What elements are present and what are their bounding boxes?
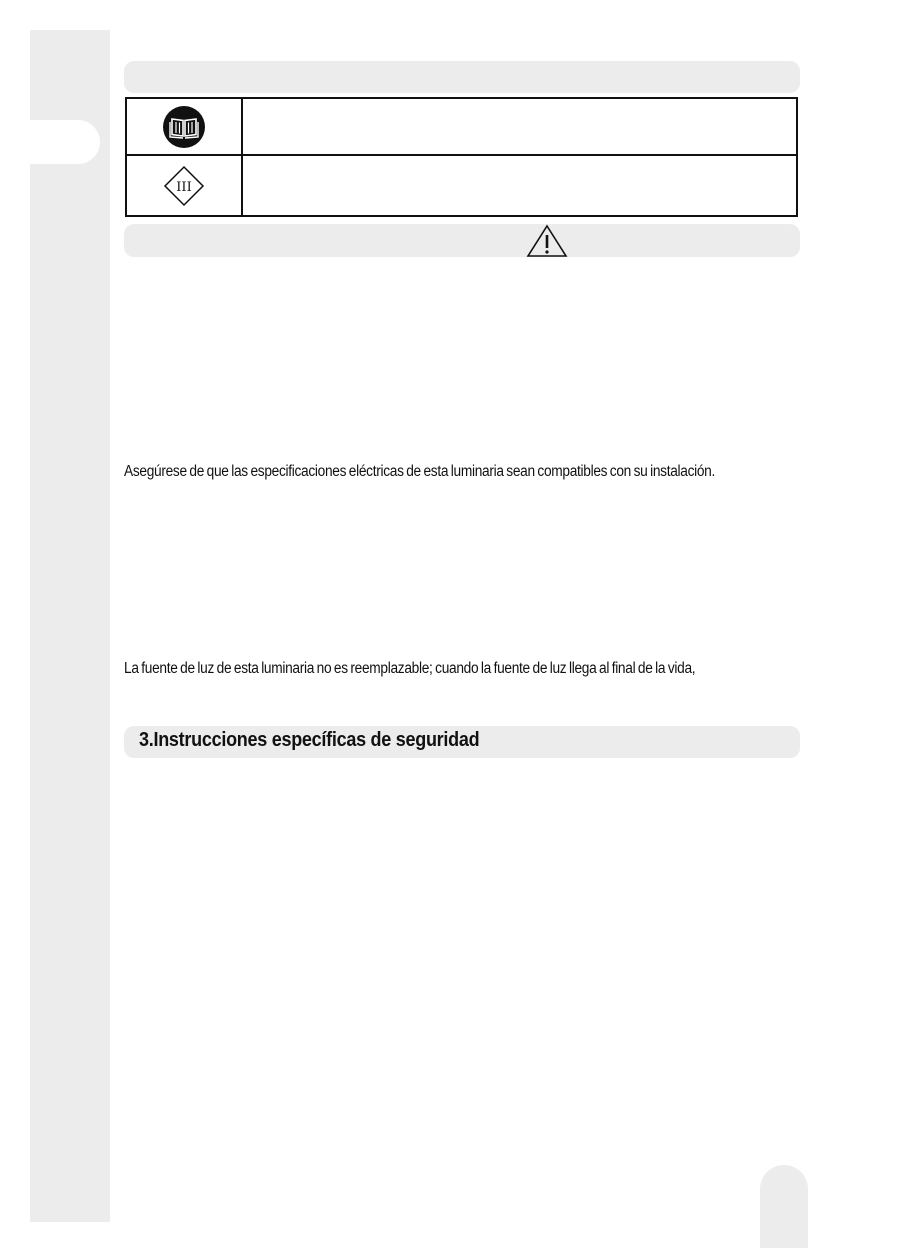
left-margin-tab xyxy=(30,120,100,164)
symbol-row-manual xyxy=(127,99,796,156)
symbols-table xyxy=(125,97,798,217)
symbol-icon-cell xyxy=(127,99,243,154)
class-iii-label: III xyxy=(176,179,192,195)
symbol-description-manual xyxy=(243,99,796,154)
page-number-tab xyxy=(760,1165,808,1248)
warning-triangle-icon xyxy=(526,224,568,258)
symbol-icon-cell xyxy=(127,156,243,215)
read-manual-icon xyxy=(162,105,206,149)
warning-band xyxy=(124,224,800,257)
header-band xyxy=(124,61,800,93)
paragraph-light-source: La fuente de luz de esta luminaria no es reemplazable; cuando la fuente de luz llega al final de la vida, xyxy=(124,660,696,677)
section-title: 3.Instrucciones específicas de seguridad xyxy=(139,729,480,751)
left-margin-bar xyxy=(30,30,110,1222)
symbol-row-class-iii xyxy=(127,156,796,215)
class-iii-icon xyxy=(162,164,206,208)
symbol-description-class-iii xyxy=(243,156,796,215)
paragraph-electrical: Asegúrese de que las especificaciones eléctricas de esta luminaria sean compatibles con su instalación. xyxy=(124,463,716,480)
